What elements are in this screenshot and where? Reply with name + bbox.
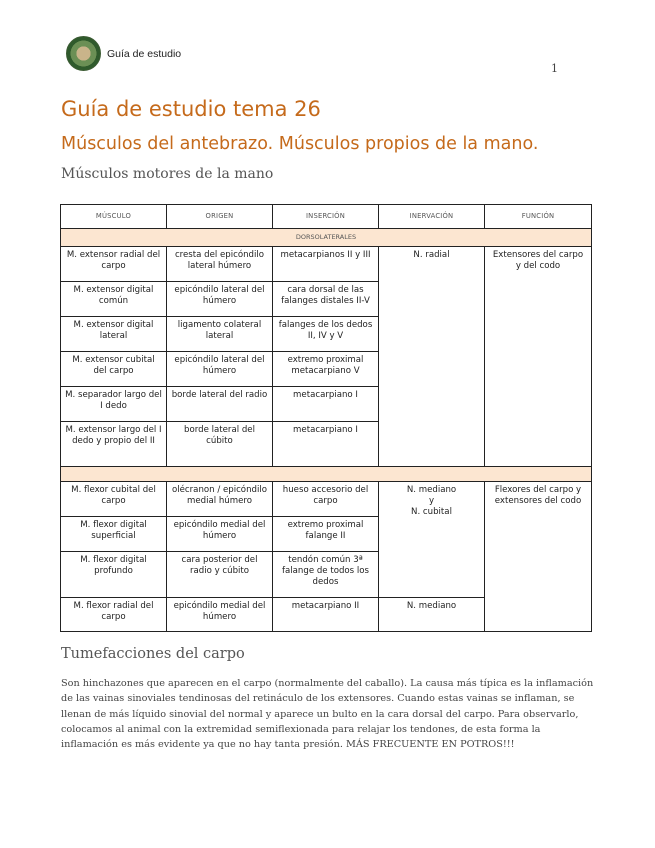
cell-muscle: M. flexor cubital del carpo: [61, 482, 167, 517]
cell-insertion: metacarpiano II: [273, 598, 379, 632]
cell-insertion: cara dorsal de las falanges distales II-V: [273, 282, 379, 317]
cell-insertion: metacarpiano I: [273, 387, 379, 422]
cell-origin: epicóndilo lateral del húmero: [167, 352, 273, 387]
cell-origin: cresta del epicóndilo lateral húmero: [167, 247, 273, 282]
column-header-origen: ORIGEN: [167, 205, 273, 229]
cell-muscle: M. flexor radial del carpo: [61, 598, 167, 632]
section-heading-motores: Músculos motores de la mano: [61, 166, 274, 182]
section-heading-tumefacciones: Tumefacciones del carpo: [61, 646, 245, 662]
cell-muscle: M. flexor digital superficial: [61, 517, 167, 552]
cell-origin: epicóndilo medial del húmero: [167, 598, 273, 632]
cell-muscle: M. extensor digital común: [61, 282, 167, 317]
university-seal-icon: [66, 36, 101, 71]
muscles-table: [60, 204, 592, 632]
cell-origin: epicóndilo lateral del húmero: [167, 282, 273, 317]
group-row-dorsolaterales: [61, 229, 592, 247]
cell-origin: cara posterior del radio y cúbito: [167, 552, 273, 598]
column-header-insercion: INSERCIÓN: [273, 205, 379, 229]
cell-insertion: metacarpiano I: [273, 422, 379, 467]
cell-insertion: hueso accesorio del carpo: [273, 482, 379, 517]
cell-function-flexores: Flexores del carpo y extensores del codo: [485, 482, 592, 632]
column-header-funcion: FUNCIÓN: [485, 205, 592, 229]
table-header-row: [61, 205, 592, 229]
page-subtitle: Músculos del antebrazo. Músculos propios de la mano.: [61, 134, 539, 154]
group-row-blank: [61, 467, 592, 482]
cell-origin: borde lateral del cúbito: [167, 422, 273, 467]
cell-muscle: M. extensor radial del carpo: [61, 247, 167, 282]
cell-origin: ligamento colateral lateral: [167, 317, 273, 352]
cell-insertion: tendón común 3ª falange de todos los dedos: [273, 552, 379, 598]
body-paragraph: Son hinchazones que aparecen en el carpo (normalmente del caballo). La causa más típica es la inflamación de las vainas sinoviales tendinosas del retináculo de los extensores. Cuando estas vainas se inflaman, se llenan de más líquido sinovial del normal y aparece un bulto en la cara dorsal del carpo. Para observarlo, colocamos al animal con la extremidad semiflexionada para relajar los tendones, de esta forma la inflamación es más evidente ya que no hay tanta presión. MÁS FRECUENTE EN POTROS!!!: [61, 678, 594, 751]
cell-origin: borde lateral del radio: [167, 387, 273, 422]
column-header-inervacion: INERVACIÓN: [379, 205, 485, 229]
cell-innervation-mediano: N. mediano: [379, 598, 485, 632]
cell-muscle: M. extensor cubital del carpo: [61, 352, 167, 387]
group-label: [61, 467, 592, 482]
column-header-musculo: MÚSCULO: [61, 205, 167, 229]
cell-muscle: M. extensor largo del I dedo y propio del II: [61, 422, 167, 467]
cell-origin: olécranon / epicóndilo medial húmero: [167, 482, 273, 517]
table-row: [61, 482, 592, 517]
cell-insertion: falanges de los dedos II, IV y V: [273, 317, 379, 352]
cell-muscle: M. flexor digital profundo: [61, 552, 167, 598]
page-title: Guía de estudio tema 26: [61, 97, 321, 121]
cell-innervation-radial: N. radial: [379, 247, 485, 467]
table-row: [61, 247, 592, 282]
page-number: 1: [551, 62, 558, 75]
cell-insertion: extremo proximal falange II: [273, 517, 379, 552]
cell-muscle: M. separador largo del I dedo: [61, 387, 167, 422]
cell-innervation-mediano-cubital: N. mediano y N. cubital: [379, 482, 485, 598]
cell-function-extensores: Extensores del carpo y del codo: [485, 247, 592, 467]
cell-insertion: metacarpianos II y III: [273, 247, 379, 282]
cell-insertion: extremo proximal metacarpiano V: [273, 352, 379, 387]
cell-muscle: M. extensor digital lateral: [61, 317, 167, 352]
group-label: DORSOLATERALES: [61, 229, 592, 247]
document-header: [66, 36, 181, 71]
cell-origin: epicóndilo medial del húmero: [167, 517, 273, 552]
header-text: Guía de estudio: [107, 47, 182, 60]
